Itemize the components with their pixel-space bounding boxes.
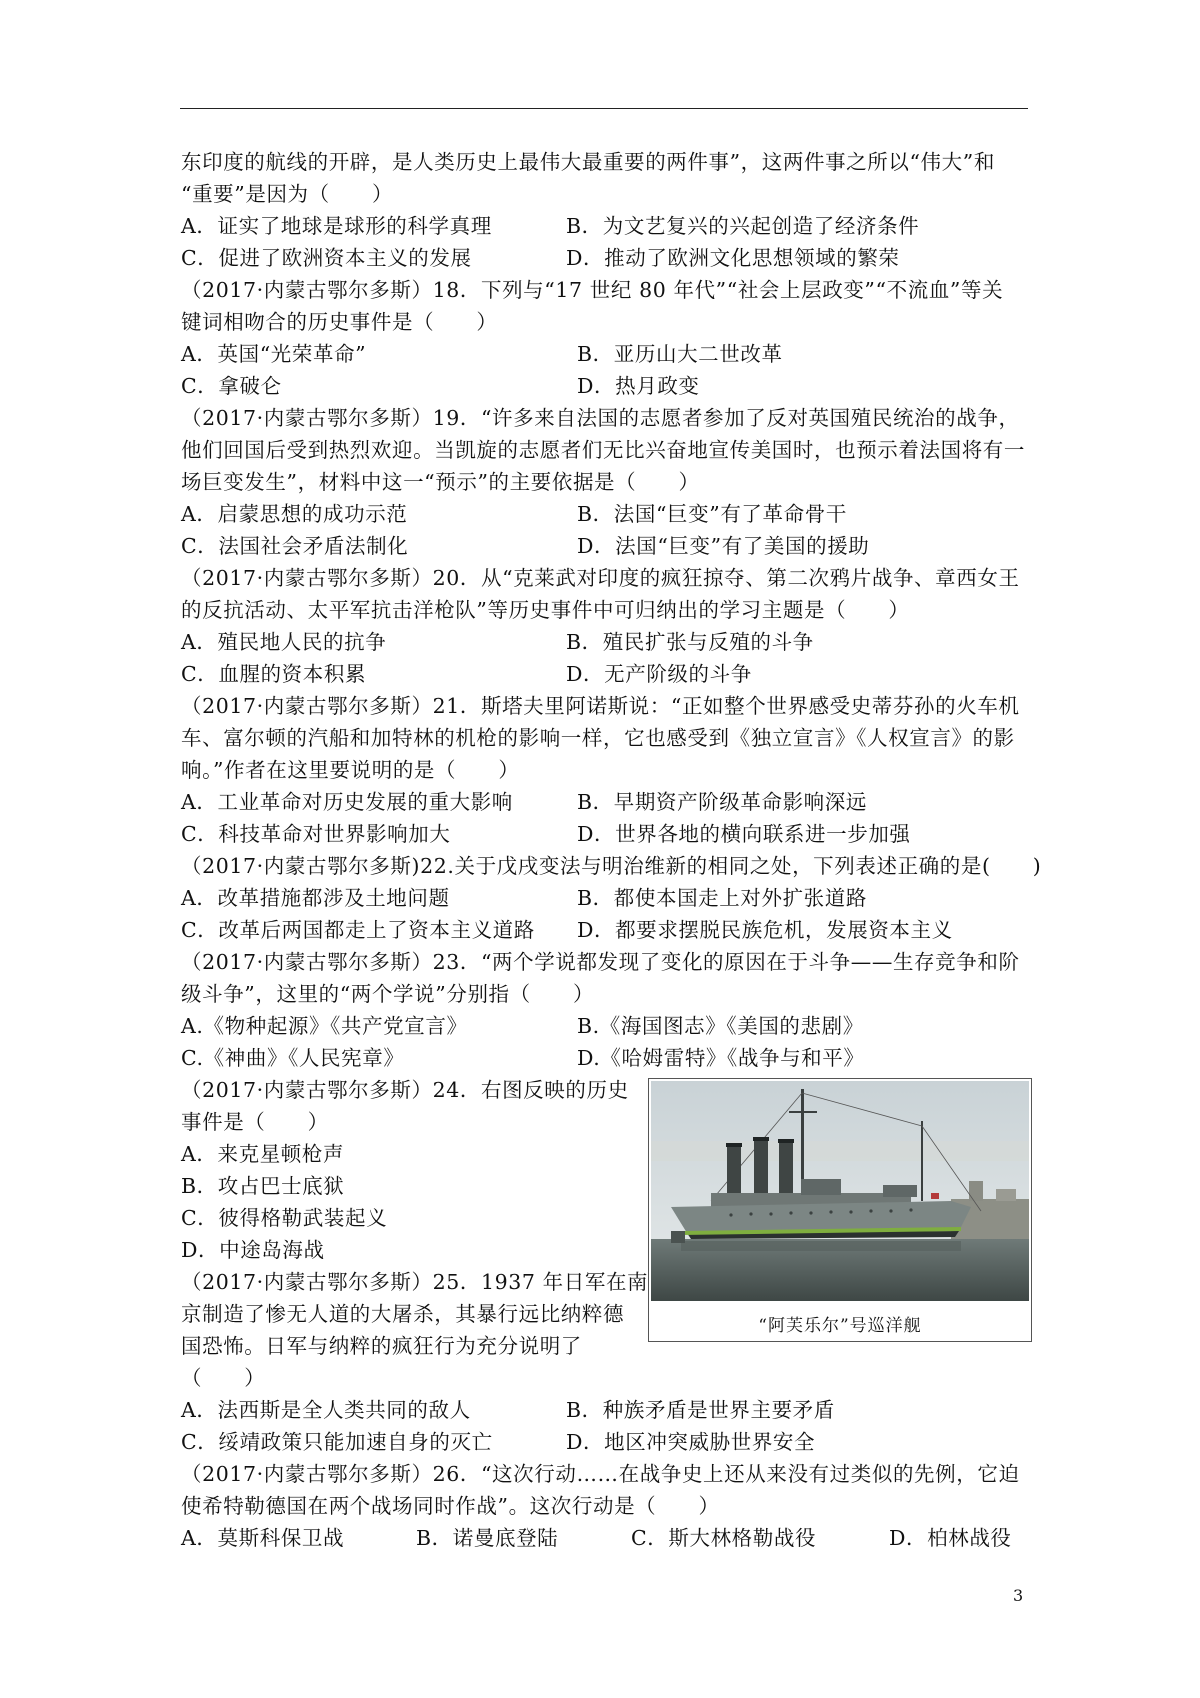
q25-stem-line1: （2017·内蒙古鄂尔多斯）25．1937 年日军在南: [181, 1270, 649, 1294]
q25-stem-line2: 京制造了惨无人道的大屠杀，其暴行远比纳粹德: [181, 1302, 625, 1326]
cruiser-photo: [651, 1081, 1029, 1301]
q24-stem-line2: 事件是（ ）: [181, 1110, 329, 1134]
q17-option-b: B．为文艺复兴的兴起创造了经济条件: [566, 214, 920, 238]
q21-stem-line1: （2017·内蒙古鄂尔多斯）21．斯塔夫里阿诺斯说：“正如整个世界感受史蒂芬孙的火车机: [181, 694, 1020, 718]
q21-option-d: D．世界各地的横向联系进一步加强: [577, 822, 911, 846]
cruiser-illustration: [651, 1081, 1029, 1301]
q24-option-b: B．攻占巴士底狱: [181, 1174, 345, 1198]
q19-stem-line3: 场巨变发生”，材料中这一“预示”的主要依据是（ ）: [181, 470, 700, 494]
q18-option-c: C．拿破仑: [181, 374, 282, 398]
q17-stem-line2: “重要”是因为（ ）: [181, 182, 394, 206]
cruiser-figure: [648, 1078, 1032, 1342]
q24-option-a: A．来克星顿枪声: [181, 1142, 345, 1166]
q26-stem-line1: （2017·内蒙古鄂尔多斯）26．“这次行动……在战争史上还从来没有过类似的先例，它迫: [181, 1462, 1020, 1486]
q20-option-c: C．血腥的资本积累: [181, 662, 367, 686]
figure-caption: “阿芙乐尔”号巡洋舰: [758, 1316, 922, 1336]
q22-option-b: B．都使本国走上对外扩张道路: [577, 886, 867, 910]
q21-option-a: A．工业革命对历史发展的重大影响: [181, 790, 513, 814]
q21-stem-line2: 车、富尔顿的汽船和加特林的机枪的影响一样，它也感受到《独立宣言》《人权宣言》的影: [181, 726, 1015, 750]
q24-stem-line1: （2017·内蒙古鄂尔多斯）24．右图反映的历史: [181, 1078, 629, 1102]
q20-stem-line1: （2017·内蒙古鄂尔多斯）20．从“克莱武对印度的疯狂掠夺、第二次鸦片战争、章西女王: [181, 566, 1020, 590]
q20-stem-line2: 的反抗活动、太平军抗击洋枪队”等历史事件中可归纳出的学习主题是（ ）: [181, 598, 910, 622]
q26-option-b: B．诺曼底登陆: [416, 1526, 559, 1550]
q22-stem-line1: （2017·内蒙古鄂尔多斯)22.关于戊戌变法与明治维新的相同之处，下列表述正确的是( ): [181, 854, 1042, 878]
q26-option-c: C．斯大林格勒战役: [631, 1526, 817, 1550]
q19-stem-line1: （2017·内蒙古鄂尔多斯）19．“许多来自法国的志愿者参加了反对英国殖民统治的战争，: [181, 406, 1020, 430]
q23-option-d: D.《哈姆雷特》《战争与和平》: [577, 1046, 865, 1070]
q25-option-b: B．种族矛盾是世界主要矛盾: [566, 1398, 835, 1422]
q21-stem-line3: 响。”作者在这里要说明的是（ ）: [181, 758, 520, 782]
q21-option-b: B．早期资产阶级革命影响深远: [577, 790, 867, 814]
q18-stem-line2: 键词相吻合的历史事件是（ ）: [181, 310, 498, 334]
q19-option-d: D．法国“巨变”有了美国的援助: [577, 534, 870, 558]
q24-option-d: D．中途岛海战: [181, 1238, 325, 1262]
q26-stem-line2: 使希特勒德国在两个战场同时作战”。这次行动是（ ）: [181, 1494, 720, 1518]
q25-option-d: D．地区冲突威胁世界安全: [566, 1430, 816, 1454]
q19-option-b: B．法国“巨变”有了革命骨干: [577, 502, 847, 526]
q22-option-d: D．都要求摆脱民族危机，发展资本主义: [577, 918, 953, 942]
header-rule: [180, 108, 1028, 109]
q25-stem-line4: （ ）: [181, 1366, 266, 1390]
q20-option-a: A．殖民地人民的抗争: [181, 630, 387, 654]
q21-option-c: C．科技革命对世界影响加大: [181, 822, 451, 846]
q25-option-a: A．法西斯是全人类共同的敌人: [181, 1398, 471, 1422]
q19-option-c: C．法国社会矛盾法制化: [181, 534, 409, 558]
q18-option-a: A．英国“光荣革命”: [181, 342, 367, 366]
q25-stem-line3: 国恐怖。日军与纳粹的疯狂行为充分说明了: [181, 1334, 582, 1358]
q23-option-c: C.《神曲》《人民宪章》: [181, 1046, 405, 1070]
q20-option-b: B．殖民扩张与反殖的斗争: [566, 630, 814, 654]
q18-stem-line1: （2017·内蒙古鄂尔多斯）18．下列与“17 世纪 80 年代”“社会上层政变”“不流血”等关: [181, 278, 1004, 302]
q17-option-c: C．促进了欧洲资本主义的发展: [181, 246, 472, 270]
q19-option-a: A．启蒙思想的成功示范: [181, 502, 408, 526]
q24-option-c: C．彼得格勒武装起义: [181, 1206, 388, 1230]
q22-option-c: C．改革后两国都走上了资本主义道路: [181, 918, 535, 942]
q25-option-c: C．绥靖政策只能加速自身的灭亡: [181, 1430, 493, 1454]
q23-option-a: A.《物种起源》《共产党宣言》: [181, 1014, 468, 1038]
q23-stem-line2: 级斗争”，这里的“两个学说”分别指（ ）: [181, 982, 595, 1006]
q17-option-d: D．推动了欧洲文化思想领域的繁荣: [566, 246, 900, 270]
page-number: 3: [1013, 1586, 1024, 1605]
q26-option-d: D．柏林战役: [889, 1526, 1012, 1550]
q17-stem-line1: 东印度的航线的开辟，是人类历史上最伟大最重要的两件事”，这两件事之所以“伟大”和: [181, 150, 995, 174]
q23-stem-line1: （2017·内蒙古鄂尔多斯）23．“两个学说都发现了变化的原因在于斗争——生存竞争和阶: [181, 950, 1020, 974]
q17-option-a: A．证实了地球是球形的科学真理: [181, 214, 492, 238]
q20-option-d: D．无产阶级的斗争: [566, 662, 752, 686]
q23-option-b: B.《海国图志》《美国的悲剧》: [577, 1014, 864, 1038]
q19-stem-line2: 他们回国后受到热烈欢迎。当凯旋的志愿者们无比兴奋地宣传美国时，也预示着法国将有一: [181, 438, 1025, 462]
q18-option-d: D．热月政变: [577, 374, 700, 398]
q22-option-a: A．改革措施都涉及土地问题: [181, 886, 450, 910]
q26-option-a: A．莫斯科保卫战: [181, 1526, 345, 1550]
q18-option-b: B．亚历山大二世改革: [577, 342, 783, 366]
